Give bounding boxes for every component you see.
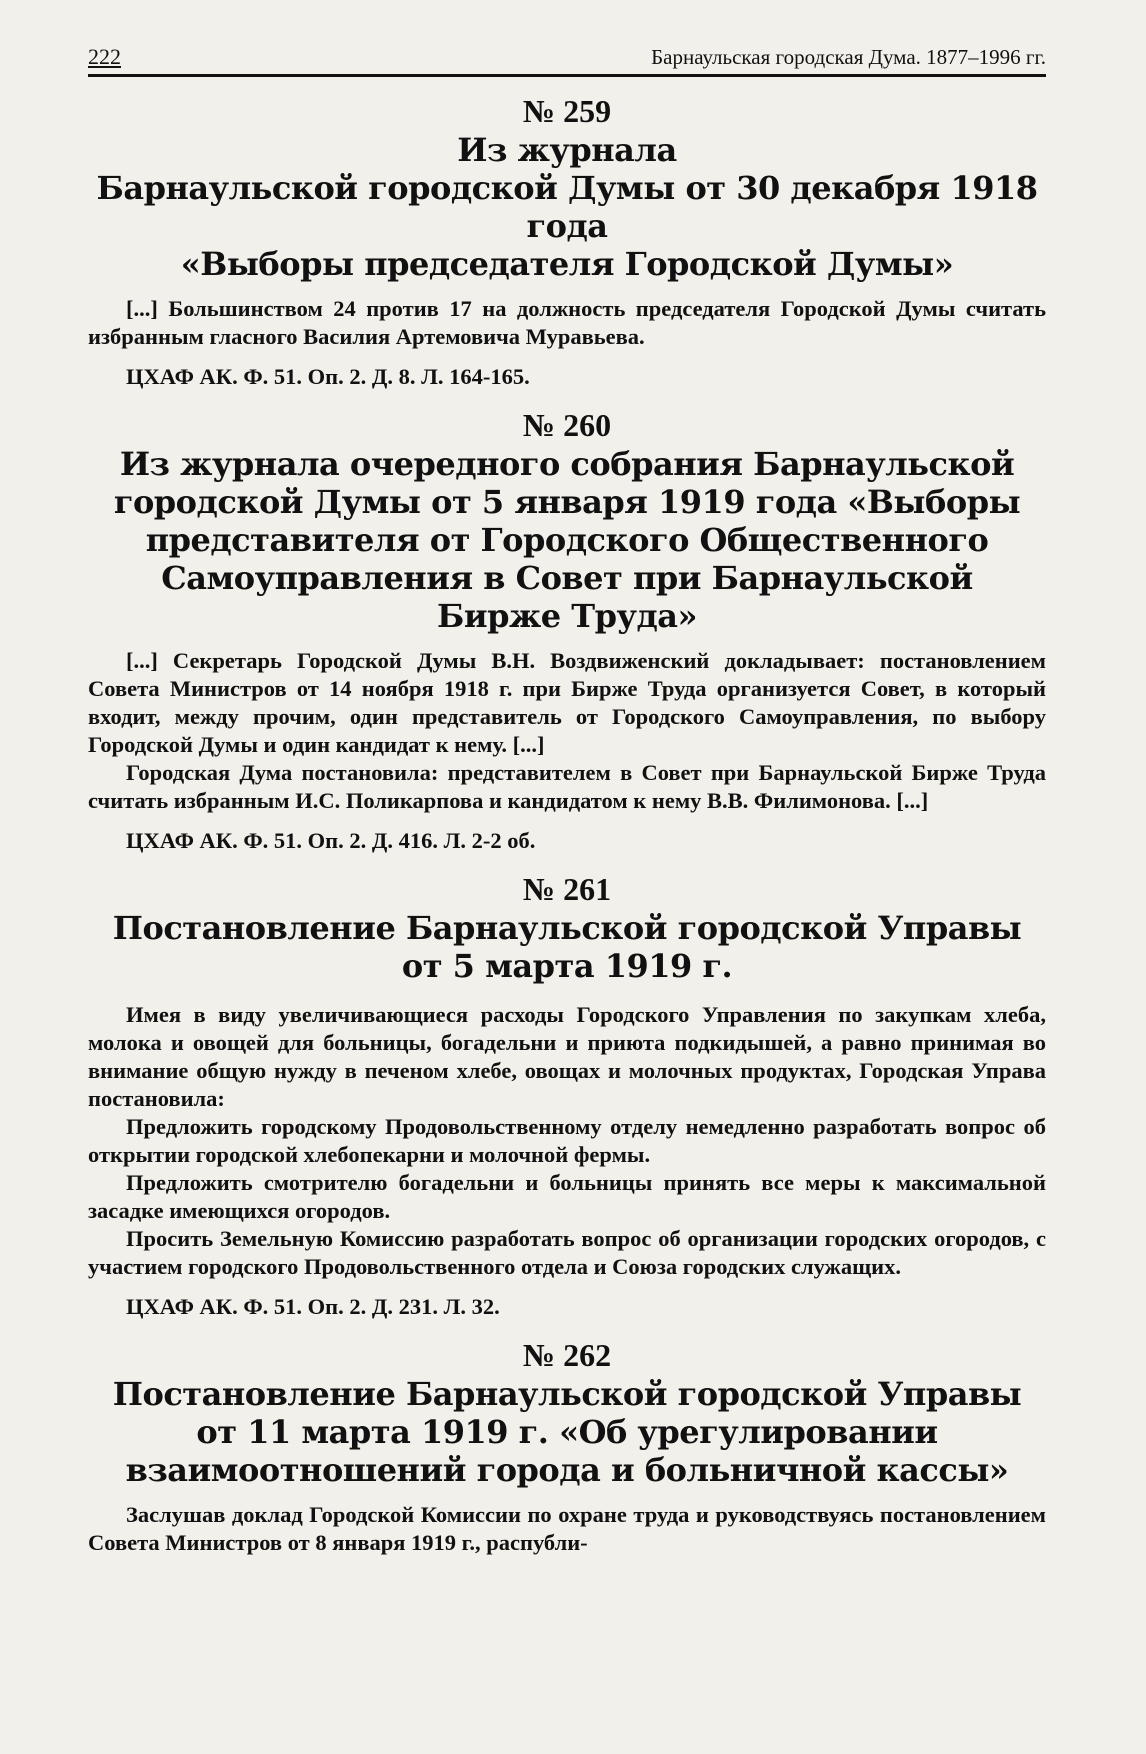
paragraph: Городская Дума постановила: представителем в Совет при Барнаульской Бирже Труда считать избранным И.С. Поликарпова и кандидатом к нему В.В. Филимонова. [...] [88,760,1046,813]
document-title-line: Постановление Барнаульской городской Управы [112,909,1022,947]
paragraph: [...] Секретарь Городской Думы В.Н. Воздвиженский докладывает: постановлением Совета Министров от 14 ноября 1918 г. при Бирже Труда организуется Совет, в который входит, между прочим, один представитель от Городского Самоуправления, по выбору Городской Думы и один кандидат к нему. [...] [88,648,1046,757]
document-page [88,44,1046,1557]
page-number: 222 [88,44,121,69]
document-title-line: Самоуправления в Совет при Барнаульской [161,559,973,597]
paragraph: Просить Земельную Комиссию разработать вопрос об организации городских огородов, с участием городского Продовольственного отдела и Союза городских служащих. [88,1226,1046,1279]
document-title-line: Бирже Труда» [437,597,697,635]
document-title-line: взаимоотношений города и больничной кассы» [125,1451,1009,1489]
document-title-line: городской Думы от 5 января 1919 года «Выборы [113,483,1021,521]
document-262 [88,1335,1046,1557]
paragraph: Предложить смотрителю богадельни и больницы принять все меры к максимальной засадке имеющихся огородов. [88,1170,1046,1223]
document-title-line: Постановление Барнаульской городской Управы [112,1375,1022,1413]
document-259 [88,91,1046,391]
archive-reference: ЦХАФ АК. Ф. 51. Оп. 2. Д. 231. Л. 32. [126,1294,500,1319]
document-title-line: от 5 марта 1919 г. [401,947,733,985]
document-title-line: Из журнала [457,131,677,169]
paragraph: Заслушав доклад Городской Комиссии по охране труда и руководствуясь постановлением Совета Министров от 8 января 1919 г., распубли- [88,1502,1046,1555]
book-title: Барнаульская городская Дума. 1877–1996 гг. [651,45,1046,69]
document-261 [88,869,1046,1321]
archive-reference: ЦХАФ АК. Ф. 51. Оп. 2. Д. 416. Л. 2-2 об. [126,828,536,853]
document-number: № 260 [522,407,612,443]
document-number: № 261 [522,871,612,907]
document-title-line: «Выборы председателя Городской Думы» [180,245,954,283]
running-header [88,44,1046,77]
paragraph: [...] Большинством 24 против 17 на должность председателя Городской Думы считать избранным гласного Василия Артемовича Муравьева. [88,296,1046,349]
paragraph: Имея в виду увеличивающиеся расходы Городского Управления по закупкам хлеба, молока и овощей для больницы, богадельни и приюта подкидышей, а равно принимая во внимание общую нужду в печеном хлебе, овощах и молочных продуктах, Городская Управа постановила: [88,1002,1046,1111]
document-title-line: Барнаульской городской Думы от 30 декабря 1918 года [96,169,1038,245]
document-260 [88,405,1046,855]
paragraph: Предложить городскому Продовольственному отделу немедленно разработать вопрос об открытии городской хлебопекарни и молочной фермы. [88,1114,1046,1167]
archive-reference: ЦХАФ АК. Ф. 51. Оп. 2. Д. 8. Л. 164-165. [126,364,530,389]
document-number: № 259 [522,93,612,129]
document-title-line: представителя от Городского Общественного [145,521,989,559]
document-title-line: Из журнала очередного собрания Барнаульской [119,445,1015,483]
document-number: № 262 [522,1337,612,1373]
document-title-line: от 11 марта 1919 г. «Об урегулировании [196,1413,938,1451]
